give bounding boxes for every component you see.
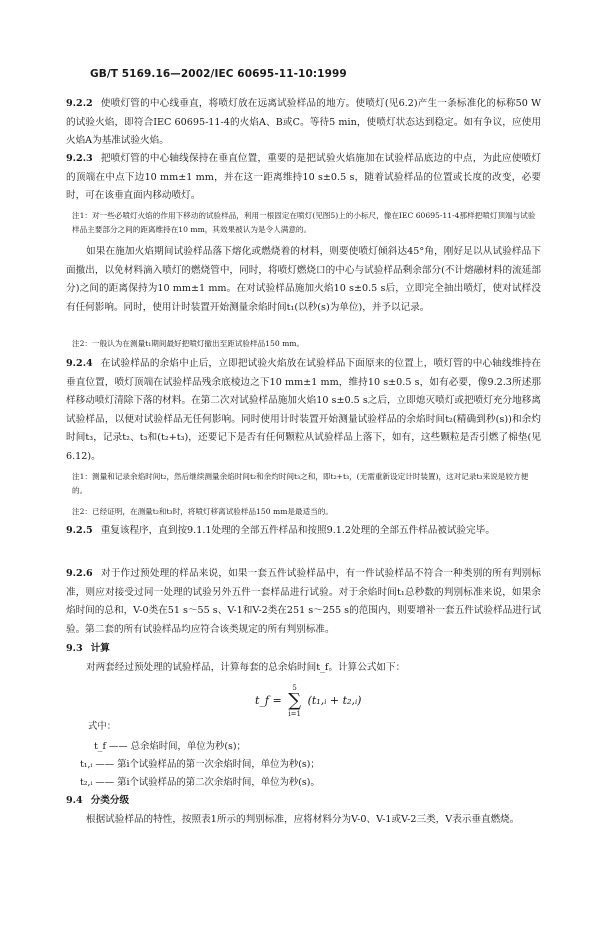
section-9-4-heading: [66, 792, 541, 811]
clause-text: 重复该程序，直到按9.1.1处理的全部五件样品和按照9.1.2处理的全部五件样品被试验完毕。: [100, 525, 495, 536]
definition-item: t₂,ᵢ —— 第i个试验样品的第二次余焰时间，单位为秒(s)。: [80, 777, 320, 788]
sum-lower-limit: i=1: [288, 710, 301, 718]
section-title: 计算: [90, 643, 110, 654]
paragraph: 根据试验样品的特性，按照表1所示的判别标准，应将材料分为V-0、V-1或V-2三类，V表示垂直燃烧。: [86, 814, 520, 825]
clause-text: 在试验样品的余焰中止后，立即把试验火焰放在试验样品下面原来的位置上，喷灯管的中心轴线维持在垂直位置，喷灯顶端在试验样品残余底棱边之下10 mm±1 mm，维持10 s±0.5 s，如有必要，像9.2.3所述那样移动喷灯清除下落的材料。在第二次对试验样品施加火焰10 s±0.5 s之后，立即熄灭喷灯或把喷灯充分地移离试验样品，以便对试验样品无任何影响。同时使用计时装置开始测量试验样品的余焰时间t₂(精确到秒(s))和余灼时间t₃，记录t₂、t₃和(t₂+t₃)，还要记下是否有任何颗粒从试验样品上落下，如有，这些颗粒是否引燃了棉垫(见6.12)。: [66, 358, 541, 462]
paragraph: 如果在施加火焰期间试验样品落下熔化或燃烧着的材料，则要使喷灯倾斜达45°角，刚好足以从试验样品下面撤出，以免材料滴入喷灯的燃烧管中，同时，将喷灯燃烧口的中心与试验样品剩余部分(不计熔融材料的流延部分)之间的距离保持为10 mm±1 mm。在对试验样品施加火焰10 s±0.5 s后，立即完全抽出喷灯，使对试样没有任何影响。同时，使用计时装置开始测量余焰时间t₁(以秒(s)为单位)，并予以记录。: [66, 246, 541, 313]
formula-rhs: (t₁,ᵢ + t₂,ᵢ): [307, 694, 362, 707]
clause-text: 使喷灯管的中心线垂直，将喷灯放在远离试验样品的地方。使喷灯(见6.2)产生一条标准化的标称50 W的试验火焰，即符合IEC 60695-11-4的火焰A、B或C。等待5 min，使喷灯状态达到稳定。如有争议，应使用火焰A为基准试验火焰。: [66, 98, 541, 146]
paragraph: 对两套经过预处理的试验样品，计算每套的总余焰时间t_f。计算公式如下：: [86, 662, 406, 673]
section-number: 9.4: [66, 795, 83, 806]
clause-number: 9.2.6: [66, 568, 93, 579]
note: 注2：一般认为在测量t₁期间最好把喷灯撤出至距试验样品150 mm。: [72, 339, 305, 348]
clause-9-2-4: [66, 355, 541, 466]
clause-9-2-3: [66, 150, 541, 206]
clause-9-2-5: [66, 522, 541, 541]
definition-item: t₁,ᵢ —— 第i个试验样品的第一次余焰时间，单位为秒(s)；: [80, 759, 320, 770]
clause-number: 9.2.2: [66, 98, 93, 109]
where-label: 式中：: [88, 721, 117, 732]
note: 注2：已经证明，在测量t₂和t₃时，将喷灯移离试验样品150 mm是最适当的。: [72, 507, 333, 516]
sigma-icon: ∑: [288, 690, 302, 711]
clause-9-2-6: [66, 565, 541, 639]
section-9-3-heading: [66, 640, 541, 659]
section-title: 分类分级: [90, 795, 130, 806]
note: 注1：对一些必喷灯火焰的作用下移动的试验样品，利用一根固定在喷灯(见图5)上的小标尺，像在IEC 60695-11-4那样把喷灯顶端与试验样品主要部分之间的距离维持在10 mm，其效果被认为是令人满意的。: [72, 211, 536, 234]
sum-upper-limit: 5: [292, 684, 297, 692]
clause-text: 对于作过预处理的样品来说，如果一套五件试验样品中，有一件试验样品不符合一种类别的所有判别标准，则应对接受过同一处理的试验另外五件一套样品进行试验。对于余焰时间t₁总秒数的判别标准来说，如果余焰时间的总和，V-0类在51 s～55 s、V-1和V-2类在251 s～255 s的范围内，则要增补一套五件试验样品进行试验。第二套的所有试验样品均应符合该类规定的所有判别标准。: [66, 568, 541, 635]
clause-number: 9.2.5: [66, 525, 93, 536]
document-header: GB/T 5169.16—2002/IEC 60695-11-10:1999: [90, 68, 347, 80]
formula-lhs: t_f =: [255, 694, 282, 707]
definition-item: t_f —— 总余焰时间，单位为秒(s)；: [94, 741, 246, 752]
clause-number: 9.2.3: [66, 153, 93, 164]
clause-number: 9.2.4: [66, 358, 93, 369]
section-number: 9.3: [66, 643, 83, 654]
note: 注1：测量和记录余焰时间t₂，然后继续测量余焰时间t₂和余灼时间t₃之和，即t₂+t₃，(无需重新设定计时装置)，这对记录t₃来说是较方便的。: [72, 472, 529, 495]
summation-symbol: [288, 684, 301, 718]
clause-9-2-2: [66, 95, 541, 151]
formula: [255, 684, 361, 718]
clause-text: 把喷灯管的中心轴线保持在垂直位置，重要的是把试验火焰施加在试验样品底边的中点，为此应使喷灯的顶端在中点下边10 mm±1 mm，并在这一距离维持10 s±0.5 s，随着试验样品的位置或长度的改变，必要时，可在该垂直面内移动喷灯。: [66, 153, 541, 201]
